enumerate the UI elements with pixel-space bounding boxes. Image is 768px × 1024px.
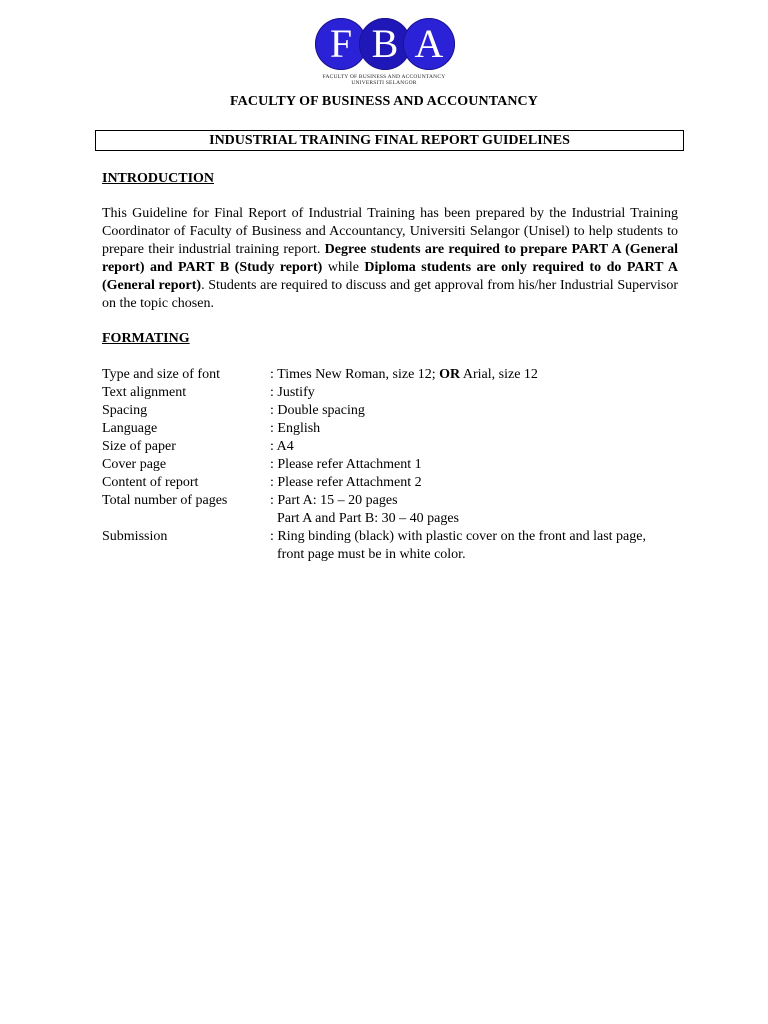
format-row-content <box>102 474 682 492</box>
format-value: : Justify <box>270 385 315 400</box>
format-row-pages <box>102 492 682 528</box>
format-value: : Double spacing <box>270 403 365 418</box>
logo-circle-b: B <box>359 18 411 70</box>
format-value: : Please refer Attachment 2 <box>270 475 422 490</box>
format-value-line2: front page must be in white color. <box>277 547 466 562</box>
intro-text-3: . Students are required to discuss and get approval from his/her Industrial Supervisor on the topic chosen. <box>102 278 678 311</box>
format-row-language <box>102 420 682 438</box>
format-row-cover <box>102 456 682 474</box>
logo-caption-line1: FACULTY OF BUSINESS AND ACCOUNTANCY <box>322 74 446 80</box>
format-row-paper <box>102 438 682 456</box>
format-label: Cover page <box>102 457 167 472</box>
intro-bold-diploma: Diploma students are only required to do PART A (General report) <box>102 260 678 293</box>
format-label: Text alignment <box>102 385 187 400</box>
format-value-line1: : Part A: 15 – 20 pages <box>270 493 398 508</box>
format-row-submission <box>102 528 682 564</box>
logo-caption <box>313 74 455 86</box>
format-label: Spacing <box>102 403 148 418</box>
introduction-paragraph <box>102 205 678 313</box>
format-value-line1: : Ring binding (black) with plastic cover on the front and last page, <box>270 529 646 544</box>
format-value <box>270 492 682 528</box>
intro-text-2: while <box>322 260 365 275</box>
format-value-line2: Part A and Part B: 30 – 40 pages <box>277 511 459 526</box>
format-value-part1: : Times New Roman, size 12; <box>270 367 440 382</box>
document-title-box <box>95 130 684 151</box>
format-row-font <box>102 366 682 384</box>
format-label: Language <box>102 421 158 436</box>
format-value <box>270 528 682 564</box>
logo-circle-a: A <box>403 18 455 70</box>
format-label: Type and size of font <box>102 367 220 382</box>
intro-bold-degree: Degree students are required to prepare PART A (General report) and PART B (Study report) <box>102 242 678 275</box>
introduction-heading: INTRODUCTION <box>102 171 215 186</box>
formatting-heading: FORMATING <box>102 331 190 346</box>
fba-logo <box>313 18 455 90</box>
format-value: : Please refer Attachment 1 <box>270 457 422 472</box>
format-row-spacing <box>102 402 682 420</box>
format-value-or: OR <box>439 367 461 382</box>
logo-caption-line2: UNIVERSITI SELANGOR <box>351 80 417 86</box>
intro-text-1: This Guideline for Final Report of Industrial Training has been prepared by the Industrial Training Coordinator of Faculty of Business and Accountancy, Universiti Selangor (Unisel) to help students to prepare their industrial training report. <box>102 206 678 257</box>
format-value: : English <box>270 421 321 436</box>
logo-circle-f: F <box>315 18 367 70</box>
document-title: INDUSTRIAL TRAINING FINAL REPORT GUIDELINES <box>209 132 570 148</box>
faculty-title: FACULTY OF BUSINESS AND ACCOUNTANCY <box>230 94 538 109</box>
format-value <box>270 366 682 384</box>
format-label: Submission <box>102 529 168 544</box>
format-label: Content of report <box>102 475 199 490</box>
format-label: Total number of pages <box>102 493 228 508</box>
format-value: : A4 <box>270 439 294 454</box>
format-label: Size of paper <box>102 439 176 454</box>
format-value-part2: Arial, size 12 <box>460 367 538 382</box>
formatting-list <box>102 366 682 564</box>
format-row-alignment <box>102 384 682 402</box>
